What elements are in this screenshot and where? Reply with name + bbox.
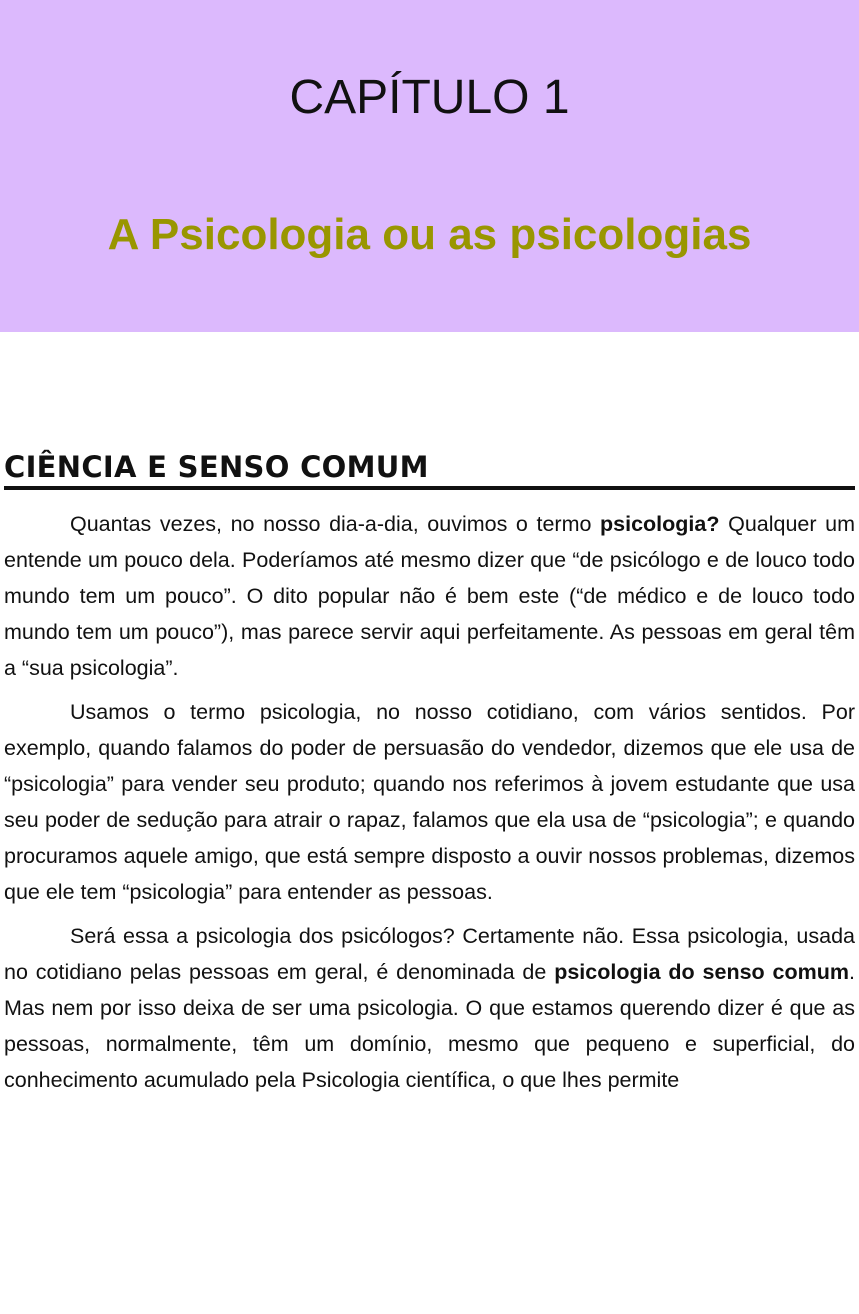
paragraph-3-text-b: . Mas nem por isso deixa de ser uma psicologia. O que estamos querendo dizer é que as pessoas, normalmente, têm um domínio, mesmo que pequeno e superficial, do conhecimento acumulado pela Psicologia científica, o que lhes permite (4, 960, 855, 1092)
chapter-banner (0, 0, 859, 332)
paragraph-3 (4, 918, 855, 1098)
paragraph-3-term-senso-comum: psicologia do senso comum (554, 960, 850, 984)
paragraph-3-text-a: Será essa a psicologia dos psicólogos? Certamente não. Essa psicologia, usada no cotidiano pelas pessoas em geral, é denominada de (4, 924, 855, 984)
chapter-number: CAPÍTULO 1 (289, 71, 570, 124)
paragraph-2-text: Usamos o termo psicologia, no nosso cotidiano, com vários sentidos. Por exemplo, quando falamos do poder de persuasão do vendedor, dizemos que ele usa de “psicologia” para vender seu produto; quando nos referimos à jovem estudante que usa seu poder de sedução para atrair o rapaz, falamos que ela usa de “psicologia”; e quando procuramos aquele amigo, que está sempre disposto a ouvir nossos problemas, dizemos que ele tem “psicologia” para entender as pessoas. (4, 700, 855, 904)
paragraph-1 (4, 506, 855, 686)
chapter-title: A Psicologia ou as psicologias (107, 210, 752, 259)
body-text (4, 506, 855, 1106)
paragraph-2 (4, 694, 855, 910)
paragraph-1-term-psicologia: psicologia? (600, 512, 720, 536)
paragraph-1-text-a: Quantas vezes, no nosso dia-a-dia, ouvimos o termo (70, 512, 601, 536)
section-heading: CIÊNCIA E SENSO COMUM (4, 446, 855, 490)
paragraph-1-text-b: Qualquer um entende um pouco dela. Poderíamos até mesmo dizer que “de psicólogo e de louco todo mundo tem um pouco”. O dito popular não é bem este (“de médico e de louco todo mundo tem um pouco”), mas parece servir aqui perfeitamente. As pessoas em geral têm a “sua psicologia”. (4, 512, 855, 680)
